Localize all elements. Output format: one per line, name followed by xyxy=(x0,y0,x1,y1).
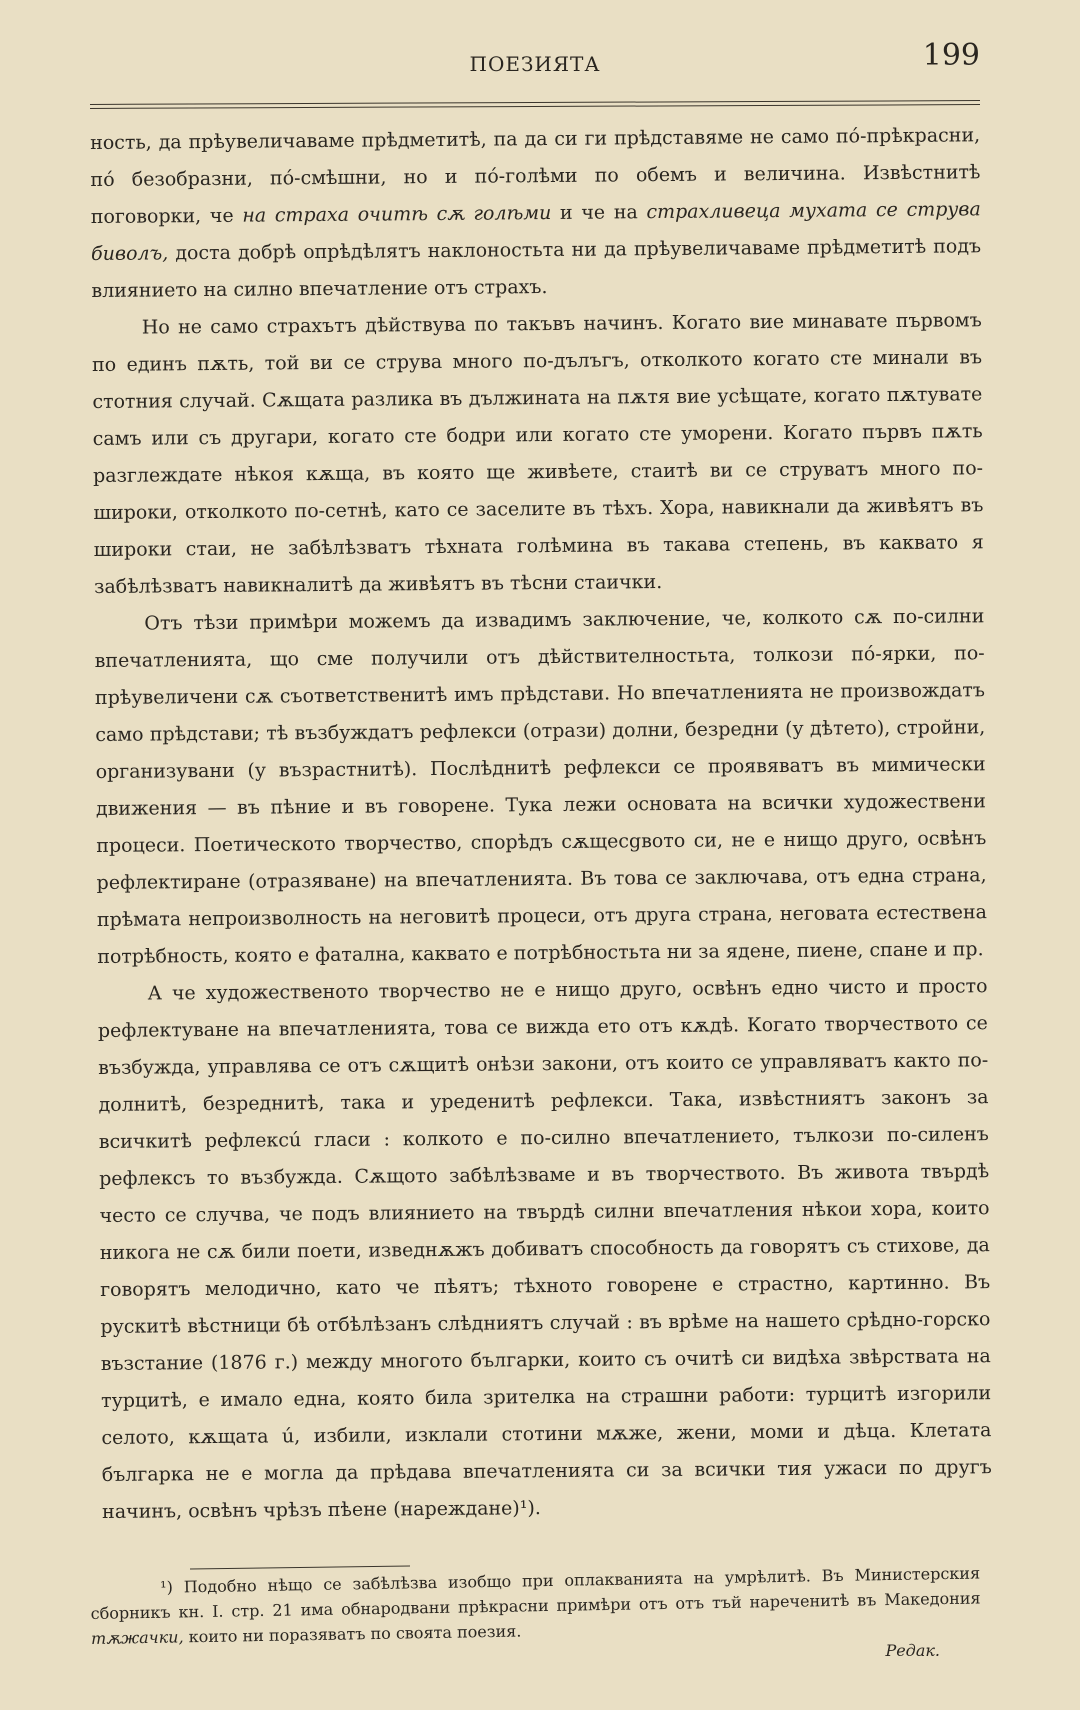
paragraph-1-italic2: страхливеца мухата се струва биволъ, xyxy=(91,198,981,265)
paragraph-1 xyxy=(90,117,982,310)
body-text xyxy=(90,117,992,1531)
running-title: ПОЕЗИЯТА xyxy=(469,52,601,76)
page-header xyxy=(90,38,980,78)
paragraph-1-text: ность, да прѣувеличаваме прѣдметитѣ, па да си ги прѣдставяме не само пó-прѣкрасни, пó безобразни, пó-смѣшни, но и пó-голѣми по обемъ и величина. Извѣстнитѣ поговорки, че xyxy=(90,124,981,228)
footnote xyxy=(90,1560,981,1651)
page-number: 199 xyxy=(922,38,980,73)
paragraph-2: Но не само страхътъ дѣйствува по такъвъ начинъ. Когато вие минавате първомъ по единъ пѫть, той ви се струва много по-дълъгъ, отколкото когато сте минали въ стотния случай. Сѫщата разлика въ дължината на пѫтя вие усѣщате, когато пѫтувате самъ или съ другари, когато сте бодри или когато сте уморени. Когато първъ пѫть разглеждате нѣкоя кѫща, въ която ще живѣете, стаитѣ ви се струватъ много по-широки, отколкото по-сетнѣ, като се заселите въ тѣхъ. Хора, навикнали да живѣятъ въ широки стаи, не забѣлѣзватъ тѣхната голѣмина въ такава степень, въ каквато я забѣлѣзватъ навикналитѣ да живѣятъ въ тѣсни стаички. xyxy=(91,309,984,598)
footnote-text: ¹) Подобно нѣщо се забѣлѣзва изобщо при оплакванията на умрѣлитѣ. Въ Министерския сборникъ кн. I. стр. 21 има обнародвани прѣкрасни примѣри отъ отъ тъй нареченитѣ въ Македония xyxy=(90,1563,981,1623)
footnote-signature: Редак. xyxy=(885,1641,940,1660)
footnote-rule xyxy=(190,1565,410,1569)
paragraph-3: Отъ тѣзи примѣри можемъ да извадимъ заключение, че, колкото сѫ по-силни впечатленията, що сме получили отъ дѣйствителностьта, толкози пó-ярки, по-прѣувеличени сѫ съответственитѣ имъ прѣдстави. Но впечатленията не произвождатъ само прѣдстави; тѣ възбуждатъ рефлекси (отрази) долни, безредни (у дѣтето), стройни, организувани (у възрастнитѣ). Послѣднитѣ рефлекси се проявяватъ въ мимически движения — въ пѣние и въ говорене. Тука лежи основата на всички художествени процеси. Поетическото творчество, спорѣдъ сѫщесgвото си, не е нищо друго, освѣнъ рефлектиране (отразяване) на впечатленията. Въ това се заключава, отъ една страна, прѣмата непроизволность на неговитѣ процеси, отъ друга страна, неговата естествена потрѣбность, която е фатална, каквато е потрѣбностьта ни за ядене, пиене, спане и пр. xyxy=(94,605,987,968)
paragraph-4: А че художественото творчество не е нищо друго, освѣнъ едно чисто и просто рефлектуване на впечатленията, това се вижда ето отъ кѫдѣ. Когато творчеството се възбужда, управлява се отъ сѫщитѣ онѣзи закони, отъ които се управляватъ както по-долнитѣ, безреднитѣ, така и уреденитѣ рефлекси. Така, извѣстниятъ законъ за всичкитѣ рефлексú гласи : колкото е по-силно впечатлението, тълкози по-силенъ рефлексъ то възбужда. Сѫщото забѣлѣзваме и въ творчеството. Въ живота твърдѣ често се случва, че подъ влиянието на твърдѣ силни впечатления нѣкои хора, които никога не сѫ били поети, изведнѫжъ добиватъ способность да говорятъ съ стихове, да говорятъ мелодично, като че пѣятъ; тѣхното говорене е страстно, картинно. Въ рускитѣ вѣстници бѣ отбѣлѣзанъ слѣдниятъ случай : въ врѣме на нашето срѣдно-горско възстание (1876 г.) между многото българки, които съ очитѣ си видѣха звѣрствата на турцитѣ, е имало една, която била зрителка на страшни работи: турцитѣ изгорили селото, кѫщата ú, избили, изклали стотини мѫже, жени, моми и дѣца. Клетата българка не е могла да прѣдава впечатленията си за всички тия ужаси по другъ начинъ, освѣнъ чрѣзъ пѣене (нареждане)¹). xyxy=(97,975,992,1523)
header-rule xyxy=(90,100,980,109)
footnote-italic: тѫжачки, xyxy=(90,1627,184,1648)
paragraph-1-text2: и че на xyxy=(551,201,647,224)
footnote-text2: които ни поразяватъ по своята поезия. xyxy=(183,1621,522,1647)
paragraph-1-italic: на страха очитѣ сѫ голѣми xyxy=(242,201,552,227)
paragraph-1-text3: доста добрѣ опрѣдѣлятъ наклоностьта ни да прѣувеличаваме прѣдметитѣ подъ влиянието на силно впечатление отъ страхъ. xyxy=(91,235,982,302)
